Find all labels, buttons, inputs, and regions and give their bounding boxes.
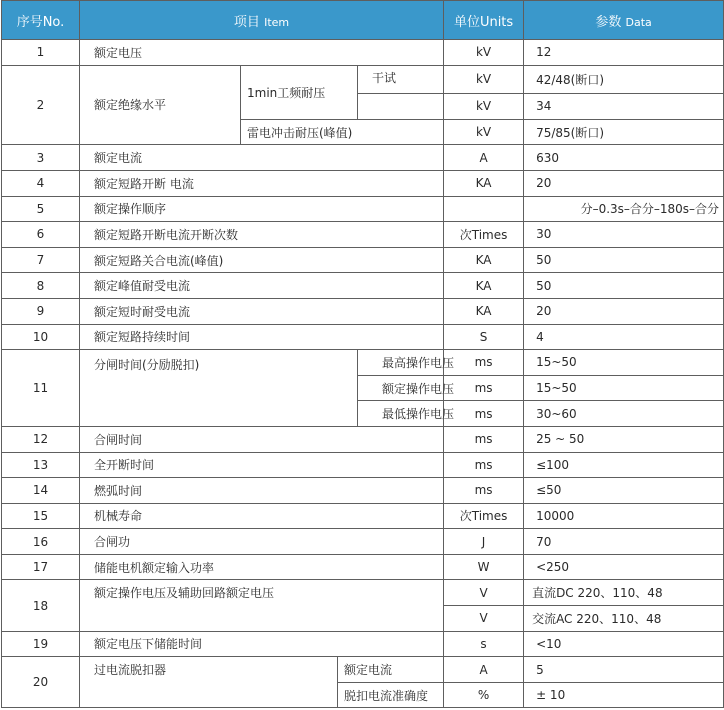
row-no: 6 bbox=[2, 222, 80, 248]
table-row bbox=[2, 273, 724, 299]
table-row bbox=[2, 145, 724, 171]
row-no: 8 bbox=[2, 273, 80, 299]
row-item: 合闸功 bbox=[80, 529, 444, 555]
row-data: 5 bbox=[524, 657, 724, 683]
table-row bbox=[2, 65, 724, 94]
row-subitem: 最高操作电压 bbox=[358, 350, 444, 376]
header-data-cn: 参数 bbox=[595, 14, 622, 30]
row-data: 20 bbox=[524, 298, 724, 324]
row-no: 20 bbox=[2, 657, 80, 708]
row-data: ≤50 bbox=[524, 478, 724, 504]
row-subitem: 额定操作电压 bbox=[358, 375, 444, 401]
table-row bbox=[2, 40, 724, 66]
row-item: 全开断时间 bbox=[80, 452, 444, 478]
row-no: 1 bbox=[2, 40, 80, 66]
row-item: 额定短时耐受电流 bbox=[80, 298, 444, 324]
row-unit: ms bbox=[444, 452, 524, 478]
row-data: ± 10 bbox=[524, 682, 724, 708]
row-item: 分闸时间(分励脱扣) bbox=[80, 350, 358, 427]
row-unit: ms bbox=[444, 401, 524, 427]
row-unit: J bbox=[444, 529, 524, 555]
row-no: 14 bbox=[2, 478, 80, 504]
row-unit bbox=[444, 196, 524, 222]
row-data: 直流DC 220、110、48 bbox=[524, 580, 724, 606]
header-item-en: Item bbox=[264, 15, 290, 29]
table-row bbox=[2, 657, 724, 683]
row-data: 630 bbox=[524, 145, 724, 171]
row-data: 30 bbox=[524, 222, 724, 248]
row-item: 额定短路关合电流(峰值) bbox=[80, 247, 444, 273]
row-data: 交流AC 220、110、48 bbox=[524, 606, 724, 632]
row-item: 额定短路开断电流开断次数 bbox=[80, 222, 444, 248]
table-row bbox=[2, 324, 724, 350]
row-item: 过电流脱扣器 bbox=[80, 657, 338, 708]
row-unit: V bbox=[444, 606, 524, 632]
row-data: 4 bbox=[524, 324, 724, 350]
spec-table bbox=[1, 0, 724, 708]
row-no: 5 bbox=[2, 196, 80, 222]
row-data: 15~50 bbox=[524, 375, 724, 401]
row-unit: 次Times bbox=[444, 503, 524, 529]
row-data: 70 bbox=[524, 529, 724, 555]
row-unit: KA bbox=[444, 298, 524, 324]
row-item: 额定峰值耐受电流 bbox=[80, 273, 444, 299]
row-data: 12 bbox=[524, 40, 724, 66]
row-data: 10000 bbox=[524, 503, 724, 529]
header-item bbox=[80, 1, 444, 40]
row-item: 额定电压 bbox=[80, 40, 444, 66]
table-row bbox=[2, 196, 724, 222]
row-item: 储能电机额定输入功率 bbox=[80, 554, 444, 580]
row-unit: S bbox=[444, 324, 524, 350]
row-unit: A bbox=[444, 145, 524, 171]
header-item-cn: 项目 bbox=[233, 14, 260, 30]
header-data-en: Data bbox=[625, 15, 652, 29]
table-row bbox=[2, 452, 724, 478]
table-row bbox=[2, 426, 724, 452]
row-no: 13 bbox=[2, 452, 80, 478]
row-unit: kV bbox=[444, 65, 524, 94]
row-item: 额定操作电压及辅助回路额定电压 bbox=[80, 580, 444, 631]
row-data: <10 bbox=[524, 631, 724, 657]
row-data: 34 bbox=[524, 94, 724, 120]
table-row bbox=[2, 222, 724, 248]
table-row bbox=[2, 247, 724, 273]
row-no: 19 bbox=[2, 631, 80, 657]
row-no: 18 bbox=[2, 580, 80, 631]
row-unit: ms bbox=[444, 350, 524, 376]
row-no: 15 bbox=[2, 503, 80, 529]
row-no: 3 bbox=[2, 145, 80, 171]
header-no: 序号No. bbox=[2, 1, 80, 40]
row-data: ≤100 bbox=[524, 452, 724, 478]
row-no: 12 bbox=[2, 426, 80, 452]
row-data: 30~60 bbox=[524, 401, 724, 427]
row-unit: KA bbox=[444, 170, 524, 196]
row-data: 分–0.3s–合分–180s–合分 bbox=[524, 196, 724, 222]
row-data: 42/48(断口) bbox=[524, 65, 724, 94]
row-no: 11 bbox=[2, 350, 80, 427]
row-unit: A bbox=[444, 657, 524, 683]
row-unit: W bbox=[444, 554, 524, 580]
row-data: <250 bbox=[524, 554, 724, 580]
table-row bbox=[2, 170, 724, 196]
table-row bbox=[2, 478, 724, 504]
row-data: 50 bbox=[524, 273, 724, 299]
row-unit: ms bbox=[444, 478, 524, 504]
row-item: 额定绝缘水平 bbox=[80, 65, 241, 145]
row-no: 7 bbox=[2, 247, 80, 273]
header-row bbox=[2, 1, 724, 40]
row-item: 额定短路持续时间 bbox=[80, 324, 444, 350]
table-row bbox=[2, 529, 724, 555]
row-unit: KA bbox=[444, 273, 524, 299]
header-unit: 单位Units bbox=[444, 1, 524, 40]
table-row bbox=[2, 554, 724, 580]
row-no: 17 bbox=[2, 554, 80, 580]
table-row bbox=[2, 350, 724, 376]
row-unit: kV bbox=[444, 119, 524, 145]
row-unit: kV bbox=[444, 94, 524, 120]
row-data: 15~50 bbox=[524, 350, 724, 376]
row-no: 4 bbox=[2, 170, 80, 196]
row-item: 机械寿命 bbox=[80, 503, 444, 529]
table-row bbox=[2, 631, 724, 657]
row-no: 10 bbox=[2, 324, 80, 350]
row-item: 燃弧时间 bbox=[80, 478, 444, 504]
row-item: 额定操作顺序 bbox=[80, 196, 444, 222]
table-row bbox=[2, 503, 724, 529]
row-unit: ms bbox=[444, 426, 524, 452]
row-no: 9 bbox=[2, 298, 80, 324]
header-data bbox=[524, 1, 724, 40]
row-subitem: 额定电流 bbox=[338, 657, 444, 683]
row-subitem: 脱扣电流准确度 bbox=[338, 682, 444, 708]
row-subitem-detail-empty bbox=[358, 94, 444, 120]
row-subitem: 最低操作电压 bbox=[358, 401, 444, 427]
row-data: 50 bbox=[524, 247, 724, 273]
row-item: 合闸时间 bbox=[80, 426, 444, 452]
row-unit: s bbox=[444, 631, 524, 657]
row-unit: 次Times bbox=[444, 222, 524, 248]
row-subitem-detail: 干试 bbox=[358, 65, 444, 94]
row-data: 25 ~ 50 bbox=[524, 426, 724, 452]
row-item: 额定电流 bbox=[80, 145, 444, 171]
row-item: 额定短路开断 电流 bbox=[80, 170, 444, 196]
row-item: 额定电压下储能时间 bbox=[80, 631, 444, 657]
row-data: 75/85(断口) bbox=[524, 119, 724, 145]
row-data: 20 bbox=[524, 170, 724, 196]
row-unit: % bbox=[444, 682, 524, 708]
row-unit: kV bbox=[444, 40, 524, 66]
row-unit: KA bbox=[444, 247, 524, 273]
row-subitem: 雷电冲击耐压(峰值) bbox=[241, 119, 444, 145]
row-no: 2 bbox=[2, 65, 80, 145]
table-row bbox=[2, 580, 724, 606]
row-subitem: 1min工频耐压 bbox=[241, 65, 358, 119]
row-unit: ms bbox=[444, 375, 524, 401]
row-unit: V bbox=[444, 580, 524, 606]
table-row bbox=[2, 298, 724, 324]
row-no: 16 bbox=[2, 529, 80, 555]
